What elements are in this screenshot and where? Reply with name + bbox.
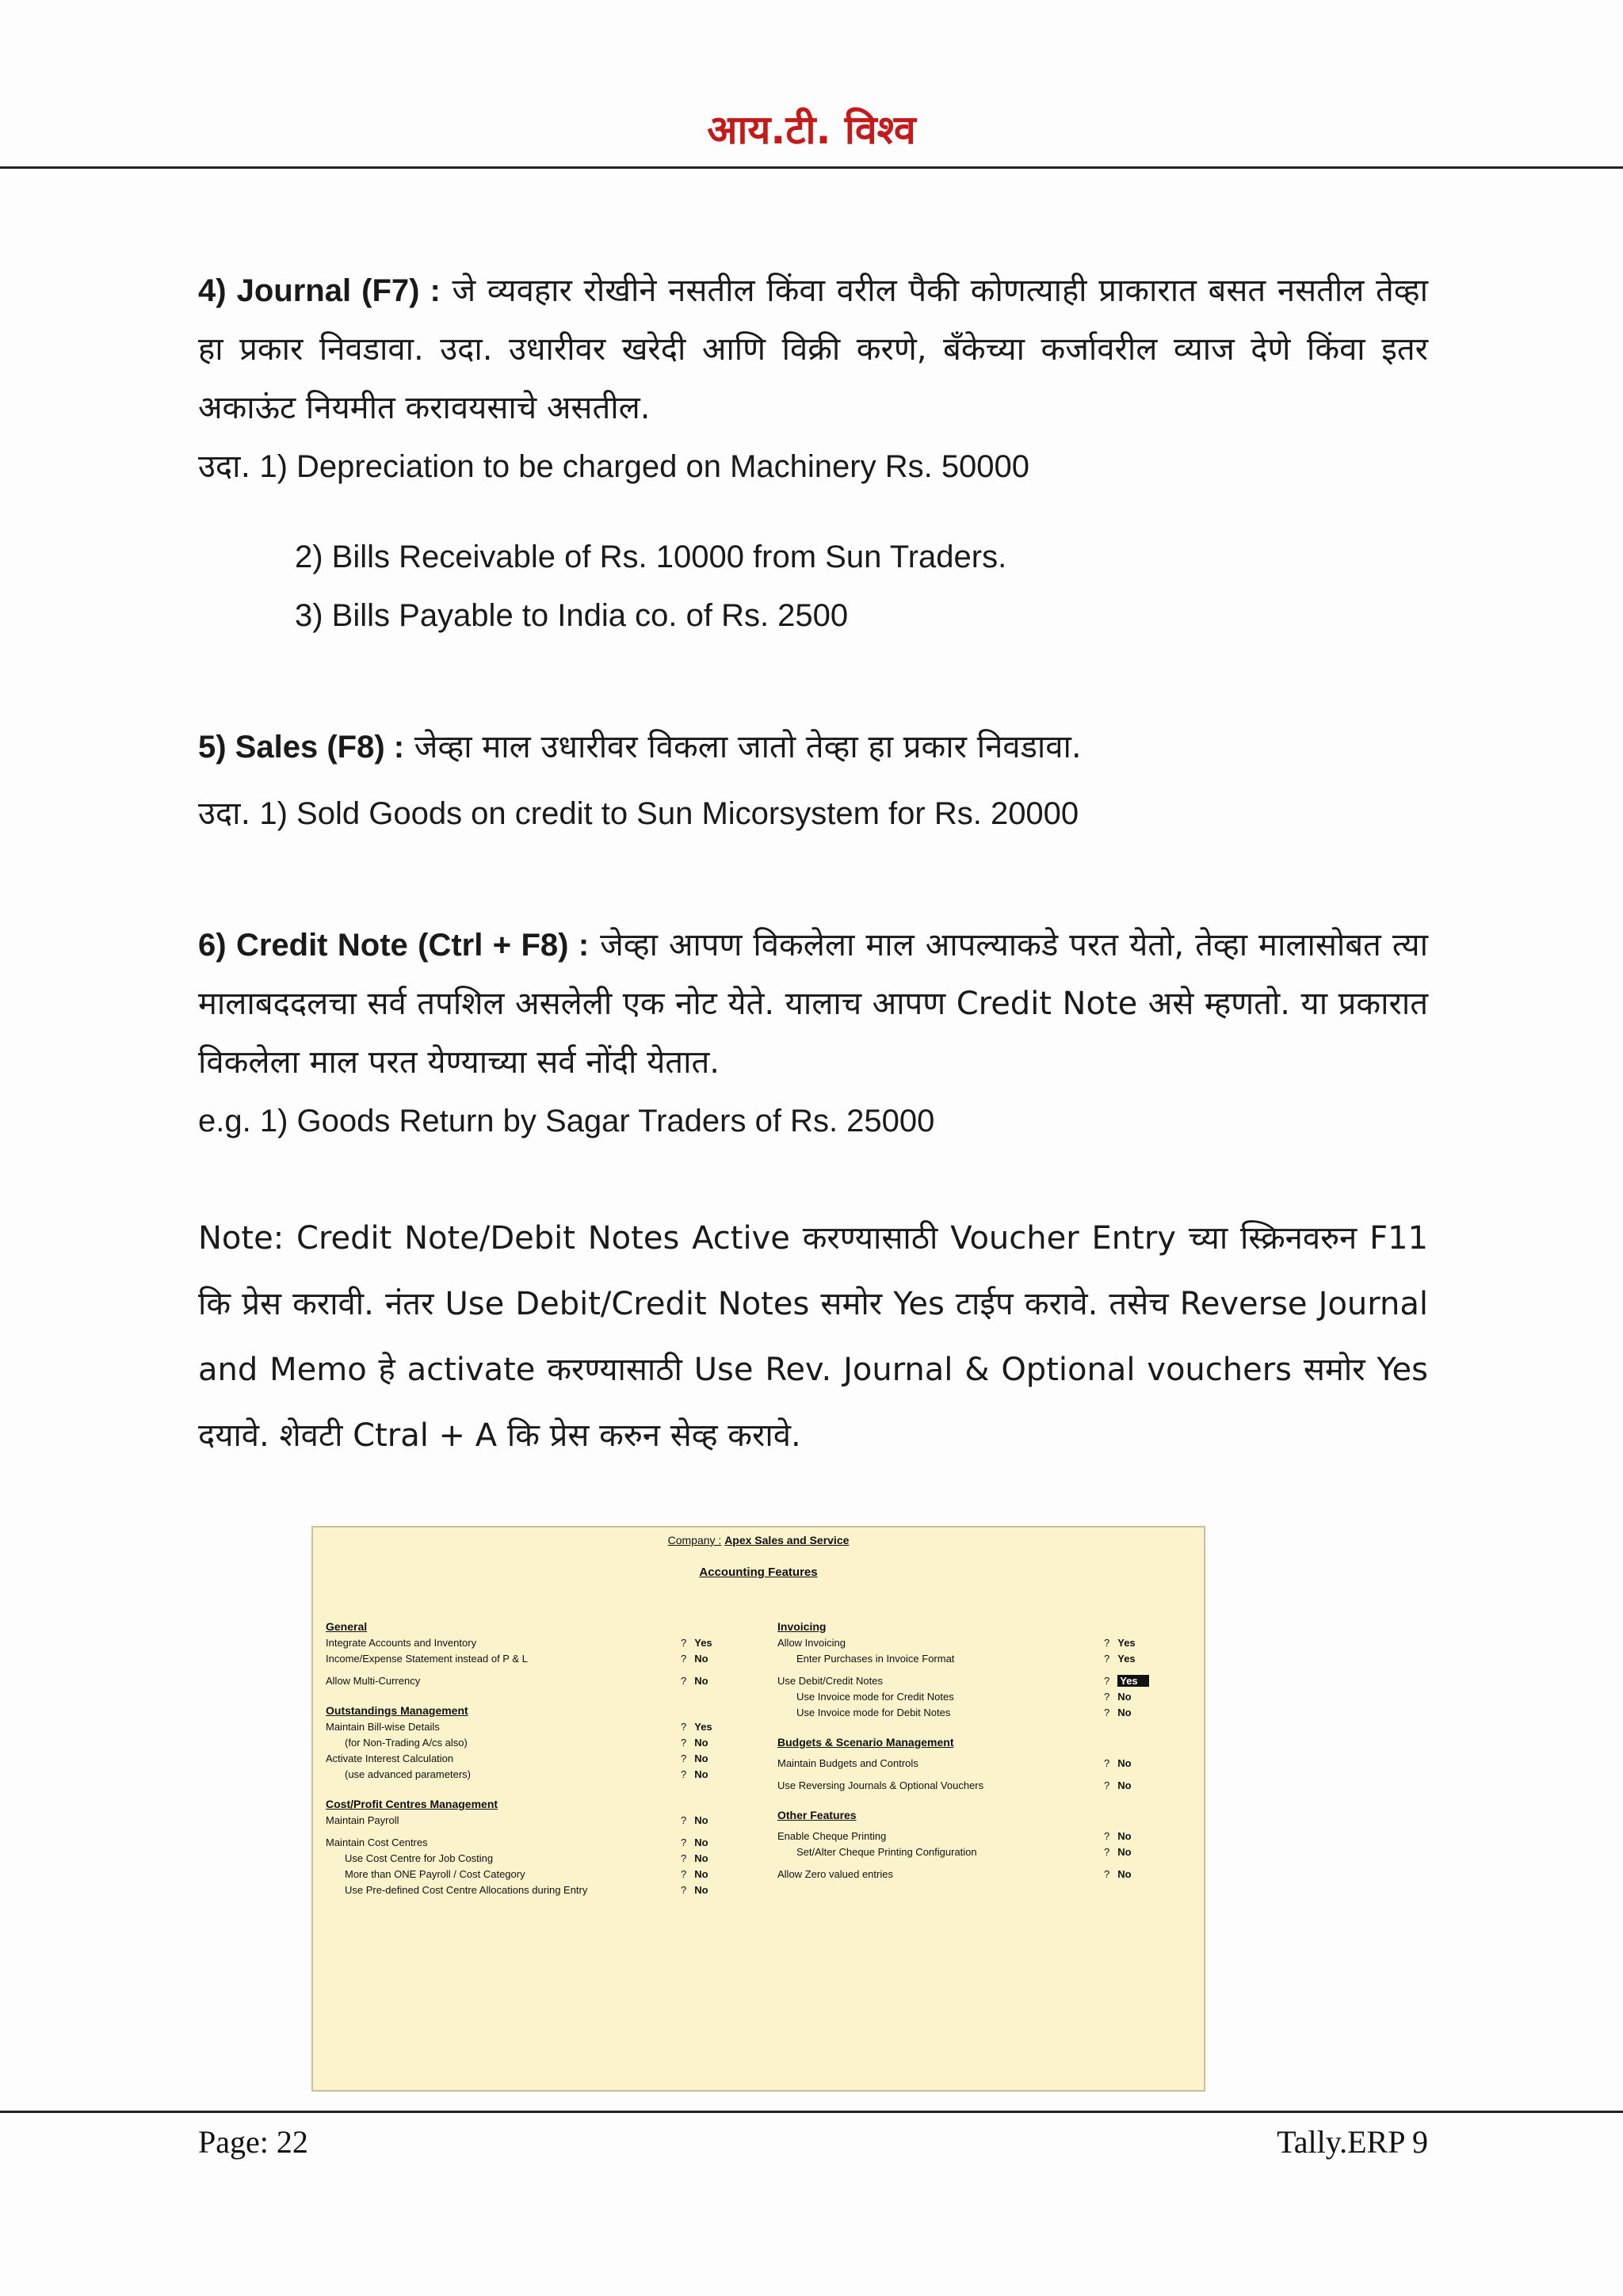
feature-row[interactable] <box>326 1813 738 1829</box>
page-header-title: आय.टी. विश्व <box>707 107 916 153</box>
feature-row[interactable] <box>326 1835 738 1851</box>
journal-example-1-text: 1) Depreciation to be charged on Machinery Rs. 50000 <box>250 449 1030 484</box>
feature-label: Allow Invoicing <box>777 1637 846 1649</box>
feature-label: Maintain Cost Centres <box>326 1836 428 1848</box>
feature-row[interactable] <box>326 1851 738 1867</box>
feature-label: Integrate Accounts and Inventory <box>326 1637 477 1649</box>
feature-value[interactable]: ? No <box>681 1675 708 1687</box>
credit-note-heading: 6) Credit Note (Ctrl + F8) : <box>198 928 590 963</box>
section-cost-centres: Cost/Profit Centres Management <box>326 1798 498 1810</box>
feature-value[interactable]: ? No <box>1104 1846 1132 1858</box>
feature-value[interactable]: ? No <box>1104 1779 1132 1791</box>
feature-value[interactable]: ? No <box>681 1768 708 1780</box>
feature-value[interactable]: ? Yes <box>1104 1653 1136 1665</box>
journal-text: जे व्यवहार रोखीने नसतील किंवा वरील पैकी कोणत्याही प्राकारात बसत नसतील तेव्हा हा प्रकार निवडावा. उदा. उधारीवर खरेदी आणि विक्री करणे, बँकेच्या कर्जावरील व्याज देणे किंवा इतर अकाऊंट नियमीत करावयसाचे असतील. <box>198 273 1428 426</box>
feature-row[interactable] <box>326 1673 738 1689</box>
feature-label: Use Pre-defined Cost Centre Allocations during Entry <box>345 1884 588 1896</box>
feature-label: Use Invoice mode for Credit Notes <box>796 1691 954 1703</box>
feature-value[interactable]: ? No <box>1104 1707 1132 1718</box>
journal-heading: 4) Journal (F7) : <box>198 273 441 308</box>
feature-row[interactable] <box>326 1735 738 1751</box>
feature-value[interactable]: ? No <box>681 1814 708 1826</box>
feature-row[interactable] <box>326 1635 738 1651</box>
left-feature-column <box>326 1618 738 1898</box>
feature-label: Use Invoice mode for Debit Notes <box>796 1707 951 1718</box>
feature-label: Activate Interest Calculation <box>326 1753 454 1764</box>
section-general: General <box>326 1620 368 1633</box>
journal-example-prefix: उदा. <box>198 448 251 485</box>
credit-note-paragraph <box>198 916 1428 1092</box>
section-invoicing: Invoicing <box>777 1620 827 1633</box>
feature-label: Income/Expense Statement instead of P & L <box>326 1653 528 1665</box>
feature-row[interactable] <box>326 1867 738 1882</box>
document-body <box>198 261 1428 1469</box>
feature-row[interactable] <box>326 1651 738 1667</box>
feature-value[interactable]: ? No <box>681 1737 708 1749</box>
feature-label: Enter Purchases in Invoice Format <box>796 1653 955 1665</box>
feature-value[interactable]: ? Yes <box>681 1721 712 1733</box>
feature-value[interactable]: ? No <box>681 1653 708 1665</box>
feature-row[interactable] <box>777 1844 1182 1860</box>
feature-label: (use advanced parameters) <box>345 1768 471 1780</box>
feature-value-selected[interactable]: ? Yes <box>1104 1673 1151 1689</box>
feature-value[interactable]: ? No <box>1104 1868 1132 1880</box>
feature-value[interactable]: ? No <box>1104 1830 1132 1842</box>
journal-paragraph <box>198 261 1428 437</box>
feature-value[interactable]: ? Yes <box>681 1637 712 1649</box>
feature-row[interactable] <box>777 1635 1182 1651</box>
feature-label: Set/Alter Cheque Printing Configuration <box>796 1846 977 1858</box>
feature-value[interactable]: ? No <box>681 1868 708 1880</box>
page-number: Page: 22 <box>198 2124 308 2160</box>
sales-paragraph <box>198 718 1428 776</box>
feature-row[interactable] <box>777 1756 1182 1772</box>
feature-row[interactable] <box>326 1767 738 1783</box>
company-line <box>313 1534 1204 1547</box>
feature-label: Use Cost Centre for Job Costing <box>345 1852 494 1864</box>
company-label: Company : <box>667 1534 722 1547</box>
feature-row[interactable] <box>777 1705 1182 1721</box>
feature-value[interactable]: ? No <box>681 1753 708 1764</box>
feature-row[interactable] <box>777 1867 1182 1882</box>
credit-note-text: जेव्हा आपण विकलेला माल आपल्याकडे परत येतो, तेव्हा मालासोबत त्या मालाबददलचा सर्व तपशिल असलेली एक नोट येते. यालाच आपण Credit Note असे म्हणतो. या प्रकारात विकलेला माल परत येण्याच्या सर्व नोंदी येतात. <box>198 927 1428 1081</box>
feature-row[interactable] <box>777 1673 1182 1689</box>
feature-row[interactable] <box>777 1829 1182 1844</box>
feature-label: Maintain Bill-wise Details <box>326 1721 440 1733</box>
section-outstandings: Outstandings Management <box>326 1704 468 1717</box>
journal-example-3: 3) Bills Payable to India co. of Rs. 2500 <box>295 598 849 633</box>
sales-example-prefix: उदा. <box>198 795 251 832</box>
feature-value[interactable]: ? No <box>1104 1691 1132 1703</box>
feature-row[interactable] <box>777 1778 1182 1794</box>
note-paragraph: Note: Credit Note/Debit Notes Active करण्यासाठी Voucher Entry च्या स्क्रिनवरुन F11 कि प्रेस करावी. नंतर Use Debit/Credit Notes समोर Yes टाईप करावे. तसेच Reverse Journal and Memo हे activate करण्यासाठी Use Rev. Journal & Optional vouchers समोर Yes दयावे. शेवटी Ctral + A कि प्रेस करुन सेव्ह करावे. <box>198 1220 1428 1454</box>
sales-heading: 5) Sales (F8) : <box>198 730 405 765</box>
feature-label: Allow Multi-Currency <box>326 1675 421 1687</box>
sales-text: जेव्हा माल उधारीवर विकला जातो तेव्हा हा प्रकार निवडावा. <box>404 729 1082 765</box>
feature-value[interactable]: ? Yes <box>1104 1637 1136 1649</box>
feature-row[interactable] <box>326 1719 738 1735</box>
feature-row[interactable] <box>326 1882 738 1898</box>
feature-label: Use Debit/Credit Notes <box>777 1675 883 1687</box>
feature-label: Enable Cheque Printing <box>777 1830 887 1842</box>
feature-value[interactable]: ? No <box>681 1836 708 1848</box>
header-divider <box>0 166 1623 169</box>
right-feature-column <box>777 1618 1182 1882</box>
feature-value[interactable]: ? No <box>681 1852 708 1864</box>
feature-label: Allow Zero valued entries <box>777 1868 893 1880</box>
feature-label: Use Reversing Journals & Optional Vouchers <box>777 1779 984 1791</box>
feature-value[interactable]: ? No <box>1104 1757 1132 1769</box>
feature-value[interactable]: ? No <box>681 1884 708 1896</box>
product-name: Tally.ERP 9 <box>1277 2124 1428 2160</box>
tally-accounting-features-screenshot <box>311 1526 1205 2092</box>
feature-row[interactable] <box>777 1651 1182 1667</box>
feature-row[interactable] <box>777 1689 1182 1705</box>
screen-title: Accounting Features <box>699 1566 818 1579</box>
feature-label: (for Non-Trading A/cs also) <box>345 1737 468 1749</box>
footer-divider <box>0 2111 1623 2113</box>
section-other-features: Other Features <box>777 1809 857 1821</box>
feature-label: Maintain Budgets and Controls <box>777 1757 918 1769</box>
journal-example-1 <box>198 437 1428 496</box>
journal-example-2: 2) Bills Receivable of Rs. 10000 from Sun Traders. <box>295 540 1007 574</box>
section-budgets: Budgets & Scenario Management <box>777 1736 954 1749</box>
company-name: Apex Sales and Service <box>724 1534 850 1547</box>
sales-example-1 <box>198 784 1428 843</box>
feature-row[interactable] <box>326 1751 738 1767</box>
feature-label: More than ONE Payroll / Cost Category <box>345 1868 525 1880</box>
credit-note-example-1: e.g. 1) Goods Return by Sagar Traders of Rs. 25000 <box>198 1104 935 1138</box>
feature-label: Maintain Payroll <box>326 1814 399 1826</box>
sales-example-1-text: 1) Sold Goods on credit to Sun Micorsystem for Rs. 20000 <box>250 796 1079 831</box>
